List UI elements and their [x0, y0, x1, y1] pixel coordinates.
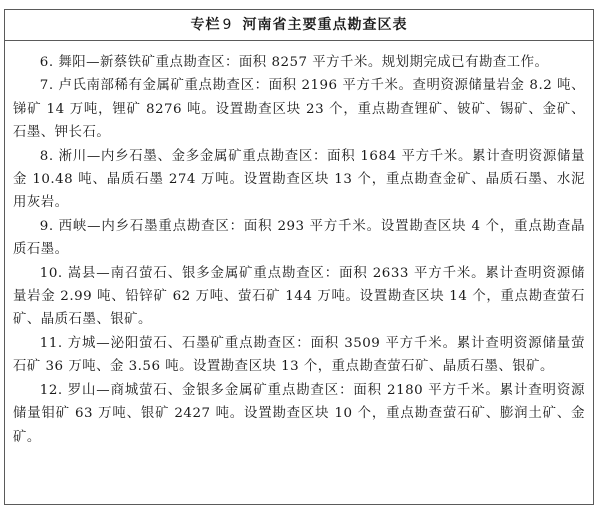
header-number: 9 — [222, 17, 233, 33]
exploration-area-item: 9. 西峡—内乡石墨重点勘查区：面积 293 平方千米。设置勘查区块 4 个，重点勘查晶质石墨。 — [13, 218, 585, 258]
exploration-area-item: 10. 嵩县—南召萤石、银多金属矿重点勘查区：面积 2633 平方千米。累计查明资源储量岩金 2.99 吨、铅锌矿 62 万吨、萤石矿 144 万吨。设置勘查区块 14 个，重点勘查萤石矿、晶质石墨、银矿。 — [13, 265, 585, 328]
table-header — [5, 10, 593, 41]
exploration-area-table — [4, 9, 594, 505]
exploration-area-item: 12. 罗山—商城萤石、金银多金属矿重点勘查区：面积 2180 平方千米。累计查明资源储量钼矿 63 万吨、银矿 2427 吨。设置勘查区块 10 个，重点勘查萤石矿、膨润土矿、金矿。 — [13, 382, 585, 445]
exploration-area-item: 8. 淅川—内乡石墨、金多金属矿重点勘查区：面积 1684 平方千米。累计查明资源储量金 10.48 吨、晶质石墨 274 万吨。设置勘查区块 13 个，重点勘查金矿、晶质石墨、水泥用灰岩。 — [13, 148, 585, 211]
table-content — [5, 41, 593, 449]
exploration-area-item: 7. 卢氏南部稀有金属矿重点勘查区：面积 2196 平方千米。查明资源储量岩金 8.2 吨、锑矿 14 万吨，锂矿 8276 吨。设置勘查区块 23 个，重点勘查锂矿、铍矿、锡矿、金矿、石墨、钾长石。 — [13, 78, 585, 141]
header-title: 河南省主要重点勘查区表 — [242, 17, 408, 33]
exploration-area-item: 6. 舞阳—新蔡铁矿重点勘查区：面积 8257 平方千米。规划期完成已有勘查工作。 — [39, 55, 549, 70]
header-label: 专栏 — [190, 17, 221, 33]
exploration-area-item: 11. 方城—泌阳萤石、石墨矿重点勘查区：面积 3509 平方千米。累计查明资源储量萤石矿 36 万吨、金 3.56 吨。设置勘查区块 13 个，重点勘查萤石矿、晶质石墨、银矿。 — [13, 335, 585, 375]
